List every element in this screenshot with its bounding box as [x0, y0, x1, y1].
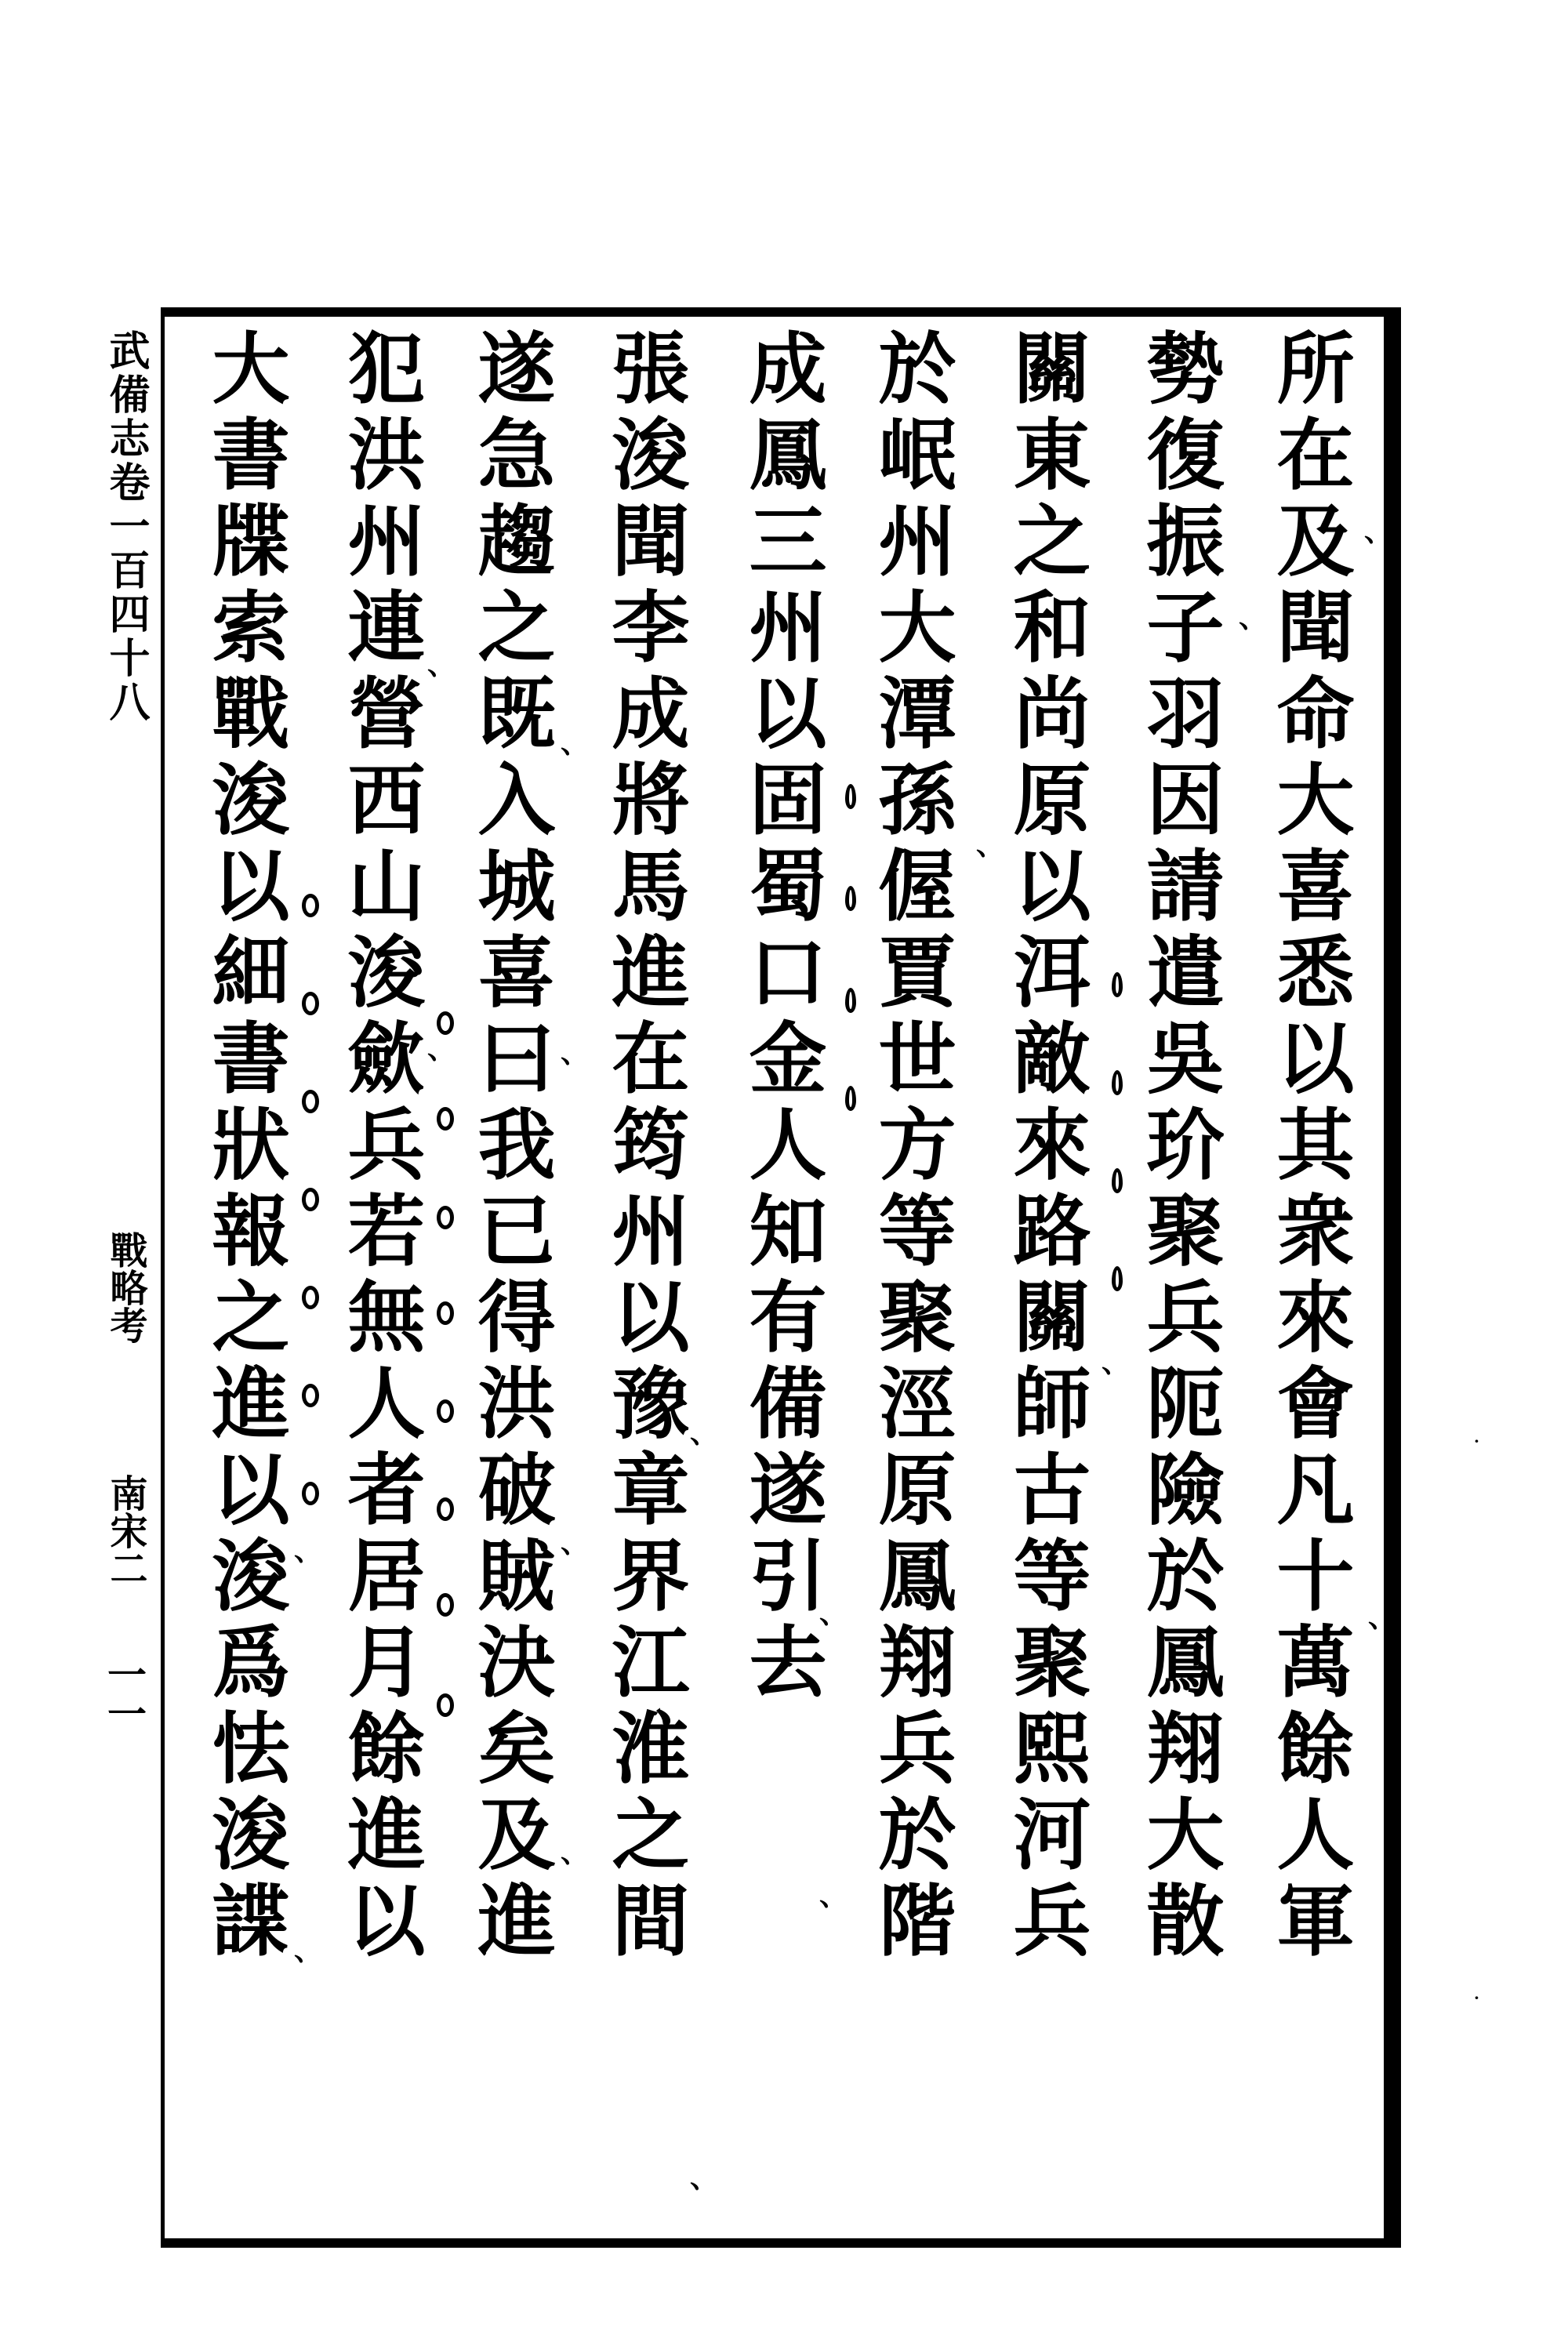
dot-mark: 、 — [1368, 1601, 1397, 1634]
speck-mark: · — [1474, 1988, 1479, 2007]
text-column-4: 於岷州大潭孫偓賈世方等聚涇原鳳翔兵於階 — [866, 328, 956, 1966]
dot-mark: 、 — [561, 1836, 590, 1869]
circle-mark — [437, 1301, 454, 1325]
dot-mark: 、 — [819, 1879, 848, 1912]
circle-mark — [302, 992, 319, 1015]
circle-mark — [437, 1399, 454, 1423]
drop-mark — [1112, 1070, 1123, 1095]
circle-mark — [302, 1384, 319, 1407]
text-column-9: 大書牒索戰浚以細書狀報之進以浚爲怯浚諜 — [199, 328, 290, 1966]
dot-mark: 、 — [561, 1036, 590, 1069]
circle-mark — [437, 1497, 454, 1521]
drop-mark — [1112, 1168, 1123, 1193]
text-column-3: 關東之和尚原以洱敵來路關師古等聚熙河兵 — [1000, 328, 1091, 1966]
drop-mark — [845, 886, 856, 911]
text-column-1: 所在及聞命大喜悉以其衆來會凡十萬餘人軍 — [1264, 328, 1355, 1966]
text-column-2: 勢復振子羽因請遣吳玠聚兵阨險於鳳翔大散 — [1134, 328, 1225, 1966]
text-column-6: 張浚聞李成將馬進在筠州以豫章界江淮之間 — [599, 328, 690, 1966]
dot-mark: 、 — [294, 1934, 323, 1967]
circle-mark — [302, 1482, 319, 1505]
dot-mark: 、 — [1364, 515, 1393, 548]
speck-mark: · — [1474, 1432, 1479, 1450]
dot-mark: 、 — [819, 1597, 848, 1630]
circle-mark — [302, 1188, 319, 1211]
circle-mark — [437, 1011, 454, 1035]
text-column-5: 成鳳三州以固蜀口金人知有備遂引去 — [736, 328, 827, 1708]
gutter-book-title: 武備志卷一百四十八 — [102, 329, 150, 724]
dot-mark: 、 — [1239, 601, 1268, 634]
circle-mark — [302, 894, 319, 917]
gutter-dynasty: 南宋二 — [103, 1474, 147, 1587]
drop-mark — [1112, 972, 1123, 997]
dot-mark: 、 — [427, 648, 456, 681]
dot-mark: 、 — [690, 1417, 719, 1450]
circle-mark — [302, 1090, 319, 1113]
circle-mark — [437, 1206, 454, 1229]
dot-mark: 、 — [427, 1033, 456, 1065]
dot-mark: 、 — [976, 829, 1005, 862]
drop-mark — [845, 1086, 856, 1111]
dot-mark: 、 — [690, 2161, 719, 2194]
dot-mark: 、 — [561, 727, 590, 760]
text-column-8: 犯洪州連營西山浚歛兵若無人者居月餘進以 — [335, 328, 426, 1966]
circle-mark — [437, 1693, 454, 1717]
gutter-section: 戰略考 — [103, 1231, 147, 1344]
dot-mark: 、 — [294, 1534, 323, 1567]
text-column-7: 遂急趨之既入城喜曰我已得洪破賊決矣及進 — [465, 328, 556, 1966]
circle-mark — [437, 1593, 454, 1617]
drop-mark — [1112, 1266, 1123, 1291]
circle-mark — [437, 1107, 454, 1131]
page-number: 一一 — [101, 1654, 147, 1733]
drop-mark — [845, 988, 856, 1013]
dot-mark: 、 — [1102, 1346, 1131, 1379]
circle-mark — [302, 1286, 319, 1309]
drop-mark — [845, 784, 856, 809]
dot-mark: 、 — [561, 1526, 590, 1559]
